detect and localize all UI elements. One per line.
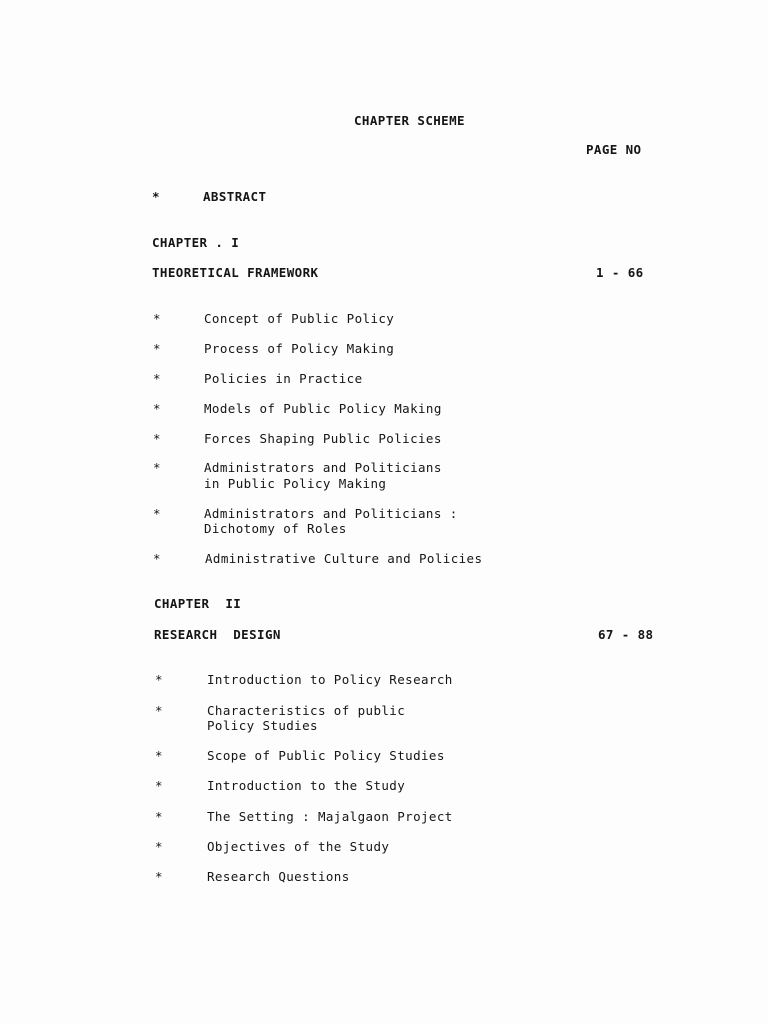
- page-no-header: PAGE NO: [586, 142, 642, 157]
- list-item-text: Characteristics of public: [207, 703, 406, 718]
- list-bullet: *: [153, 341, 161, 356]
- list-item-text: Forces Shaping Public Policies: [204, 431, 442, 446]
- chapter-1-label: CHAPTER . I: [152, 235, 240, 250]
- list-bullet: *: [153, 311, 161, 326]
- list-bullet: *: [153, 460, 161, 475]
- list-bullet: *: [153, 371, 161, 386]
- chapter-2-pages: 67 - 88: [598, 627, 654, 642]
- list-item-text-continued: Policy Studies: [207, 718, 318, 733]
- chapter-1-title: THEORETICAL FRAMEWORK: [152, 265, 319, 280]
- list-item-text: Administrators and Politicians: [204, 460, 442, 475]
- list-item-text: Policies in Practice: [204, 371, 363, 386]
- list-bullet: *: [153, 551, 161, 566]
- scheme-title: CHAPTER SCHEME: [354, 113, 465, 128]
- list-bullet: *: [153, 401, 161, 416]
- list-item-text: Concept of Public Policy: [204, 311, 395, 326]
- list-bullet: *: [153, 506, 161, 521]
- list-bullet: *: [155, 672, 163, 687]
- list-item-text: The Setting : Majalgaon Project: [207, 809, 453, 824]
- list-bullet: *: [155, 748, 163, 763]
- list-item-text-continued: Dichotomy of Roles: [204, 521, 347, 536]
- list-bullet: *: [155, 703, 163, 718]
- list-item-text: Process of Policy Making: [204, 341, 395, 356]
- list-item-text: Administrative Culture and Policies: [205, 551, 483, 566]
- abstract-bullet: *: [152, 189, 160, 204]
- list-item-text: Introduction to Policy Research: [207, 672, 453, 687]
- list-item-text: Objectives of the Study: [207, 839, 390, 854]
- list-bullet: *: [155, 778, 163, 793]
- chapter-2-title: RESEARCH DESIGN: [154, 627, 281, 642]
- list-item-text: Models of Public Policy Making: [204, 401, 442, 416]
- chapter-1-pages: 1 - 66: [596, 265, 644, 280]
- chapter-2-label: CHAPTER II: [154, 596, 242, 611]
- abstract-label: ABSTRACT: [203, 189, 267, 204]
- list-bullet: *: [155, 839, 163, 854]
- list-bullet: *: [155, 809, 163, 824]
- list-item-text: Research Questions: [207, 869, 350, 884]
- list-bullet: *: [153, 431, 161, 446]
- list-item-text: Administrators and Politicians :: [204, 506, 458, 521]
- list-item-text: Scope of Public Policy Studies: [207, 748, 445, 763]
- list-item-text-continued: in Public Policy Making: [204, 476, 387, 491]
- list-bullet: *: [155, 869, 163, 884]
- list-item-text: Introduction to the Study: [207, 778, 406, 793]
